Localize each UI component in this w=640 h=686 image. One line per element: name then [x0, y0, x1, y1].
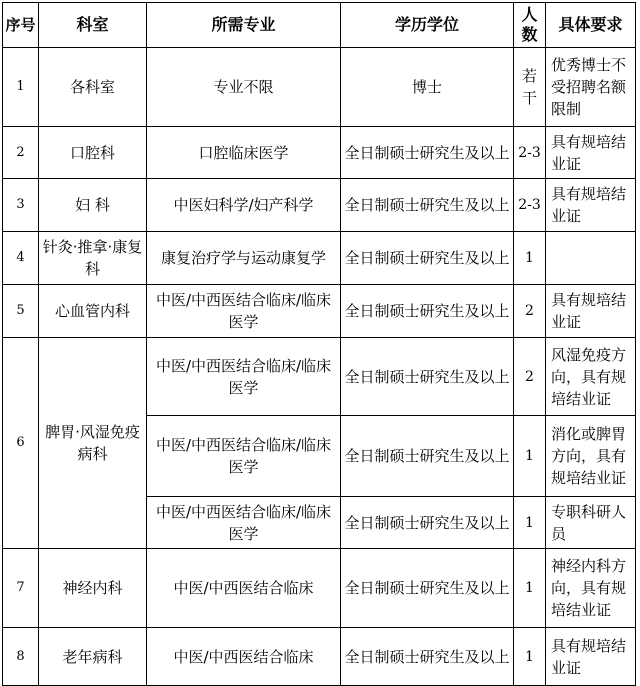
cell-seq: 8 [3, 628, 39, 686]
cell-seq: 1 [3, 48, 39, 127]
cell-edu: 全日制硕士研究生及以上 [341, 232, 514, 285]
cell-seq: 4 [3, 232, 39, 285]
cell-dept: 神经内科 [39, 549, 147, 628]
cell-count: 1 [514, 628, 546, 686]
cell-major: 中医/中西医结合临床/临床医学 [147, 338, 341, 416]
cell-count: 2 [514, 285, 546, 338]
cell-seq: 3 [3, 179, 39, 232]
cell-req: 消化或脾胃方向，具有规培结业证 [546, 416, 636, 497]
cell-req [546, 232, 636, 285]
cell-major: 中医/中西医结合临床/临床医学 [147, 497, 341, 549]
cell-count: 1 [514, 416, 546, 497]
table-row [3, 48, 636, 127]
cell-seq: 5 [3, 285, 39, 338]
cell-major: 康复治疗学与运动康复学 [147, 232, 341, 285]
cell-edu: 全日制硕士研究生及以上 [341, 285, 514, 338]
table-row [3, 549, 636, 628]
cell-edu: 全日制硕士研究生及以上 [341, 416, 514, 497]
cell-count: 1 [514, 232, 546, 285]
cell-dept: 心血管内科 [39, 285, 147, 338]
cell-count: 2-3 [514, 127, 546, 179]
header-count: 人数 [514, 3, 546, 48]
cell-dept: 各科室 [39, 48, 147, 127]
cell-count: 1 [514, 497, 546, 549]
cell-edu: 博士 [341, 48, 514, 127]
table-row [3, 179, 636, 232]
cell-count: 2-3 [514, 179, 546, 232]
header-seq: 序号 [3, 3, 39, 48]
cell-seq: 7 [3, 549, 39, 628]
table-row [3, 285, 636, 338]
cell-req: 神经内科方向，具有规培结业证 [546, 549, 636, 628]
cell-dept: 妇 科 [39, 179, 147, 232]
cell-req: 具有规培结业证 [546, 179, 636, 232]
cell-dept: 老年病科 [39, 628, 147, 686]
cell-seq: 6 [3, 338, 39, 549]
cell-req: 风湿免疫方向，具有规培结业证 [546, 338, 636, 416]
cell-dept: 针灸·推拿·康复科 [39, 232, 147, 285]
cell-major: 口腔临床医学 [147, 127, 341, 179]
header-edu: 学历学位 [341, 3, 514, 48]
header-major: 所需专业 [147, 3, 341, 48]
cell-edu: 全日制硕士研究生及以上 [341, 127, 514, 179]
cell-req: 专职科研人员 [546, 497, 636, 549]
cell-edu: 全日制硕士研究生及以上 [341, 338, 514, 416]
cell-edu: 全日制硕士研究生及以上 [341, 549, 514, 628]
cell-edu: 全日制硕士研究生及以上 [341, 628, 514, 686]
table-row [3, 338, 636, 416]
header-req: 具体要求 [546, 3, 636, 48]
cell-major: 专业不限 [147, 48, 341, 127]
cell-req: 具有规培结业证 [546, 285, 636, 338]
cell-major: 中医妇科学/妇产科学 [147, 179, 341, 232]
cell-dept: 脾胃·风湿免疫病科 [39, 338, 147, 549]
cell-req: 具有规培结业证 [546, 628, 636, 686]
cell-major: 中医/中西医结合临床 [147, 628, 341, 686]
cell-major: 中医/中西医结合临床 [147, 549, 341, 628]
table-header-row [3, 3, 636, 48]
cell-major: 中医/中西医结合临床/临床医学 [147, 416, 341, 497]
cell-edu: 全日制硕士研究生及以上 [341, 497, 514, 549]
header-dept: 科室 [39, 3, 147, 48]
cell-req: 优秀博士不受招聘名额限制 [546, 48, 636, 127]
cell-count: 若干 [514, 48, 546, 127]
cell-major: 中医/中西医结合临床/临床医学 [147, 285, 341, 338]
cell-req: 具有规培结业证 [546, 127, 636, 179]
table-row [3, 628, 636, 686]
cell-edu: 全日制硕士研究生及以上 [341, 179, 514, 232]
cell-count: 1 [514, 549, 546, 628]
cell-seq: 2 [3, 127, 39, 179]
table-row [3, 232, 636, 285]
table-row [3, 127, 636, 179]
cell-dept: 口腔科 [39, 127, 147, 179]
recruitment-table [2, 2, 636, 686]
cell-count: 2 [514, 338, 546, 416]
